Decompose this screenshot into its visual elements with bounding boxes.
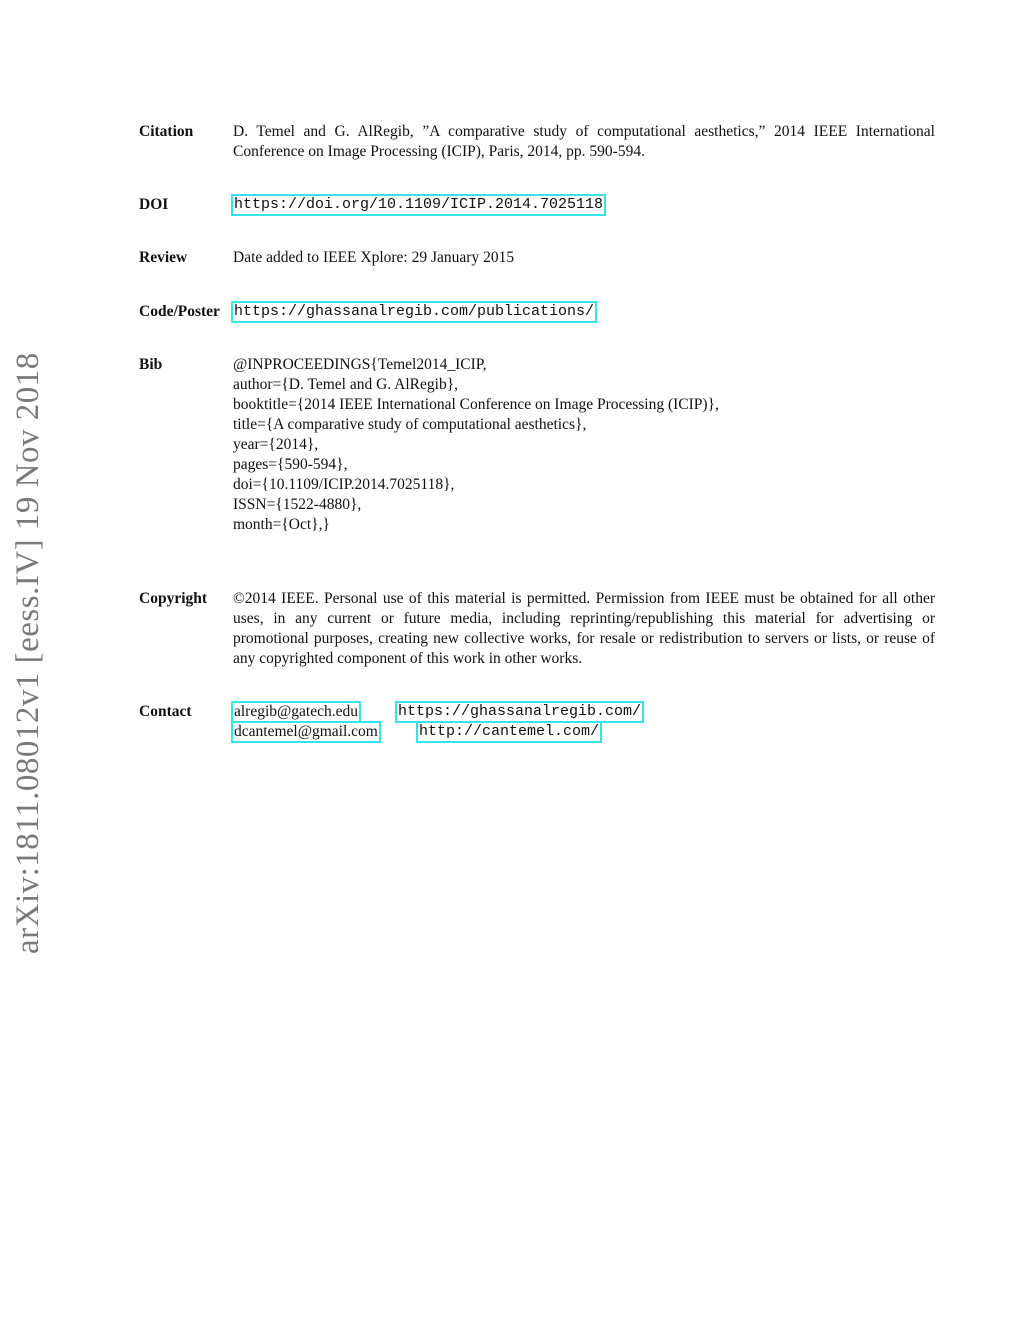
review-label: Review <box>139 249 188 266</box>
bib-line: booktitle={2014 IEEE International Conference on Image Processing (ICIP)}, <box>233 396 719 413</box>
bib-line: month={Oct},} <box>233 516 330 533</box>
bib-line: author={D. Temel and G. AlRegib}, <box>233 376 459 393</box>
code-poster-label: Code/Poster <box>139 303 220 320</box>
contact-entry <box>233 722 935 742</box>
citation-label: Citation <box>139 123 194 140</box>
bib-line: year={2014}, <box>233 436 319 453</box>
copyright-label: Copyright <box>139 590 208 607</box>
bib-line: title={A comparative study of computational aesthetics}, <box>233 416 587 433</box>
copyright-text: ©2014 IEEE. Personal use of this material is permitted. Permission from IEEE must be obtained for all other uses, in any current or future media, including reprinting/republishing this material for advertising or promotional purposes, creating new collective works, for resale or redistribution to servers or lists, or reuse of any copyrighted component of this work in other works. <box>233 590 935 667</box>
doi-label: DOI <box>139 196 169 213</box>
bib-line: pages={590-594}, <box>233 456 348 473</box>
contact-website-link[interactable]: http://cantemel.com/ <box>416 721 602 743</box>
contact-entry <box>233 702 935 722</box>
review-text: Date added to IEEE Xplore: 29 January 2015 <box>233 249 515 266</box>
citation-text: D. Temel and G. AlRegib, ”A comparative study of computational aesthetics,” 2014 IEEE International Conference on Image Processing (ICIP), Paris, 2014, pp. 590-594. <box>233 123 935 160</box>
bib-label: Bib <box>139 356 163 373</box>
contact-email-link[interactable]: dcantemel@gmail.com <box>231 721 381 743</box>
bib-line: doi={10.1109/ICIP.2014.7025118}, <box>233 476 455 493</box>
bib-entry <box>233 355 935 535</box>
contact-list <box>233 702 935 742</box>
doi-link[interactable]: https://doi.org/10.1109/ICIP.2014.7025118 <box>231 194 606 216</box>
bib-line: ISSN={1522-4880}, <box>233 496 362 513</box>
code-poster-link[interactable]: https://ghassanalregib.com/publications/ <box>231 301 597 323</box>
bib-line: @INPROCEEDINGS{Temel2014_ICIP, <box>233 356 487 373</box>
contact-website-link[interactable]: https://ghassanalregib.com/ <box>395 701 644 723</box>
contact-email-link[interactable]: alregib@gatech.edu <box>231 701 361 723</box>
arxiv-identifier-stamp: arXiv:1811.08012v1 [eess.IV] 19 Nov 2018 <box>10 352 46 954</box>
contact-label: Contact <box>139 703 192 720</box>
